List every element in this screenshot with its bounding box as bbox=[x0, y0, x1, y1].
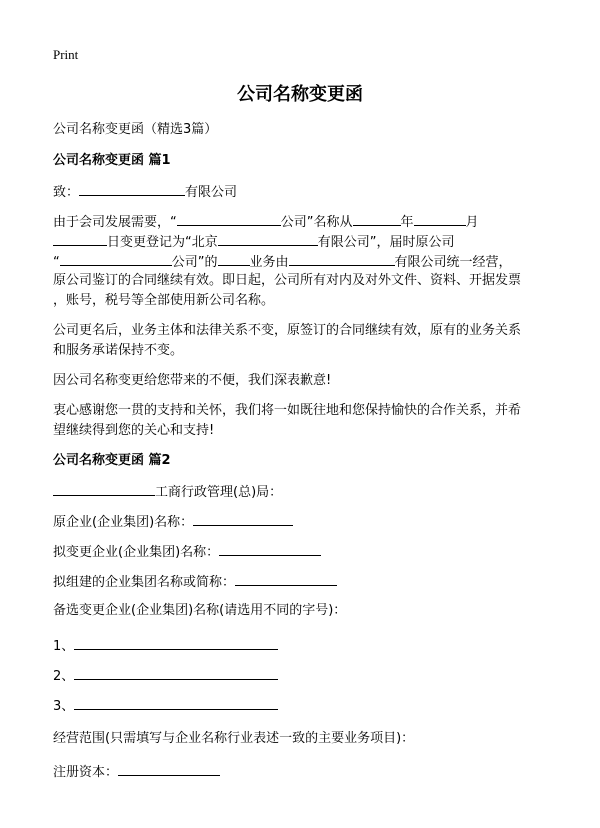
p1-text: 有限公司统一经营， bbox=[394, 255, 512, 270]
addressee-blank bbox=[79, 181, 185, 196]
company-blank bbox=[177, 211, 281, 226]
bureau-line bbox=[53, 481, 282, 503]
bureau-label: 工商行政管理(总)局： bbox=[155, 485, 283, 500]
successor-blank bbox=[289, 251, 395, 266]
scope-label: 经营范围(只需填写与企业名称行业表述一致的主要业务项目)： bbox=[53, 731, 415, 746]
orig-company-blank bbox=[60, 251, 172, 266]
new-name-field-blank bbox=[219, 541, 321, 556]
p1-text: 日变更登记为“北京 bbox=[107, 235, 218, 250]
section1-heading: 公司名称变更函 篇1 bbox=[53, 153, 171, 168]
option-3-line bbox=[53, 695, 278, 717]
addressee-prefix: 致： bbox=[53, 185, 80, 200]
paragraph4-line2: 望继续得到您的关心和支持! bbox=[53, 423, 215, 438]
option-2-label: 2、 bbox=[53, 669, 75, 684]
capital-blank bbox=[118, 761, 220, 776]
paragraph1-line3 bbox=[53, 251, 512, 273]
group-name-blank bbox=[235, 571, 337, 586]
paragraph1-line4: 原公司鉴订的合同继续有效。即日起，公司所有对内及对外文件、资料、开据发票 bbox=[53, 273, 522, 288]
p1-text: “ bbox=[53, 255, 60, 270]
capital-label: 注册资本： bbox=[53, 765, 119, 780]
bureau-blank bbox=[53, 481, 155, 496]
addressee-line bbox=[53, 181, 237, 203]
addressee-suffix: 有限公司 bbox=[185, 185, 238, 200]
paragraph1-line2 bbox=[53, 231, 455, 253]
p1-text: 公司”的 bbox=[171, 255, 218, 270]
paragraph1-line1 bbox=[53, 211, 479, 233]
orig-name-label: 原企业(企业集团)名称： bbox=[53, 515, 194, 530]
group-name-label: 拟组建的企业集团名称或简称： bbox=[53, 575, 236, 590]
orig-name-line bbox=[53, 511, 293, 533]
document-subtitle: 公司名称变更函（精选3篇） bbox=[53, 122, 218, 137]
section2-heading: 公司名称变更函 篇2 bbox=[53, 453, 171, 468]
paragraph2-line1: 公司更名后，业务主体和法律关系不变，原签订的合同继续有效，原有的业务关系 bbox=[53, 323, 522, 338]
paragraph1-line5: ，账号，税号等全部使用新公司名称。 bbox=[53, 293, 275, 308]
p1-text: 由于会司发展需要，“ bbox=[53, 215, 177, 230]
p1-text: 业务由 bbox=[249, 255, 289, 270]
paragraph2-line2: 和服务承诺保持不变。 bbox=[53, 343, 184, 358]
day-blank bbox=[53, 231, 107, 246]
paragraph4-line1: 衷心感谢您一贯的支持和关怀，我们将一如既往地和您保持愉快的合作关系，并希 bbox=[53, 403, 522, 418]
p1-text: 月 bbox=[465, 215, 479, 230]
paragraph3: 因公司名称变更给您带来的不便，我们深表歉意! bbox=[53, 373, 332, 388]
group-name-line bbox=[53, 571, 337, 593]
option-1-label: 1、 bbox=[53, 639, 75, 654]
new-name-label: 拟变更企业(企业集团)名称： bbox=[53, 545, 220, 560]
print-link[interactable]: Print bbox=[53, 47, 79, 62]
option-3-blank bbox=[74, 695, 278, 710]
document-title: 公司名称变更函 bbox=[237, 84, 363, 105]
option-1-blank bbox=[74, 635, 278, 650]
new-name-line bbox=[53, 541, 321, 563]
year-blank bbox=[353, 211, 401, 226]
option-3-label: 3、 bbox=[53, 699, 75, 714]
p1-text: 年 bbox=[400, 215, 414, 230]
orig-name-blank bbox=[193, 511, 293, 526]
option-2-line bbox=[53, 665, 278, 687]
p1-text: 有限公司”，届时原公司 bbox=[317, 235, 455, 250]
business-blank bbox=[218, 251, 250, 266]
alt-names-label: 备选变更企业(企业集团)名称(请选用不同的字号)： bbox=[53, 603, 347, 618]
month-blank bbox=[414, 211, 466, 226]
capital-line bbox=[53, 761, 220, 783]
option-2-blank bbox=[74, 665, 278, 680]
new-name-blank bbox=[218, 231, 318, 246]
option-1-line bbox=[53, 635, 278, 657]
p1-text: 公司”名称从 bbox=[280, 215, 353, 230]
